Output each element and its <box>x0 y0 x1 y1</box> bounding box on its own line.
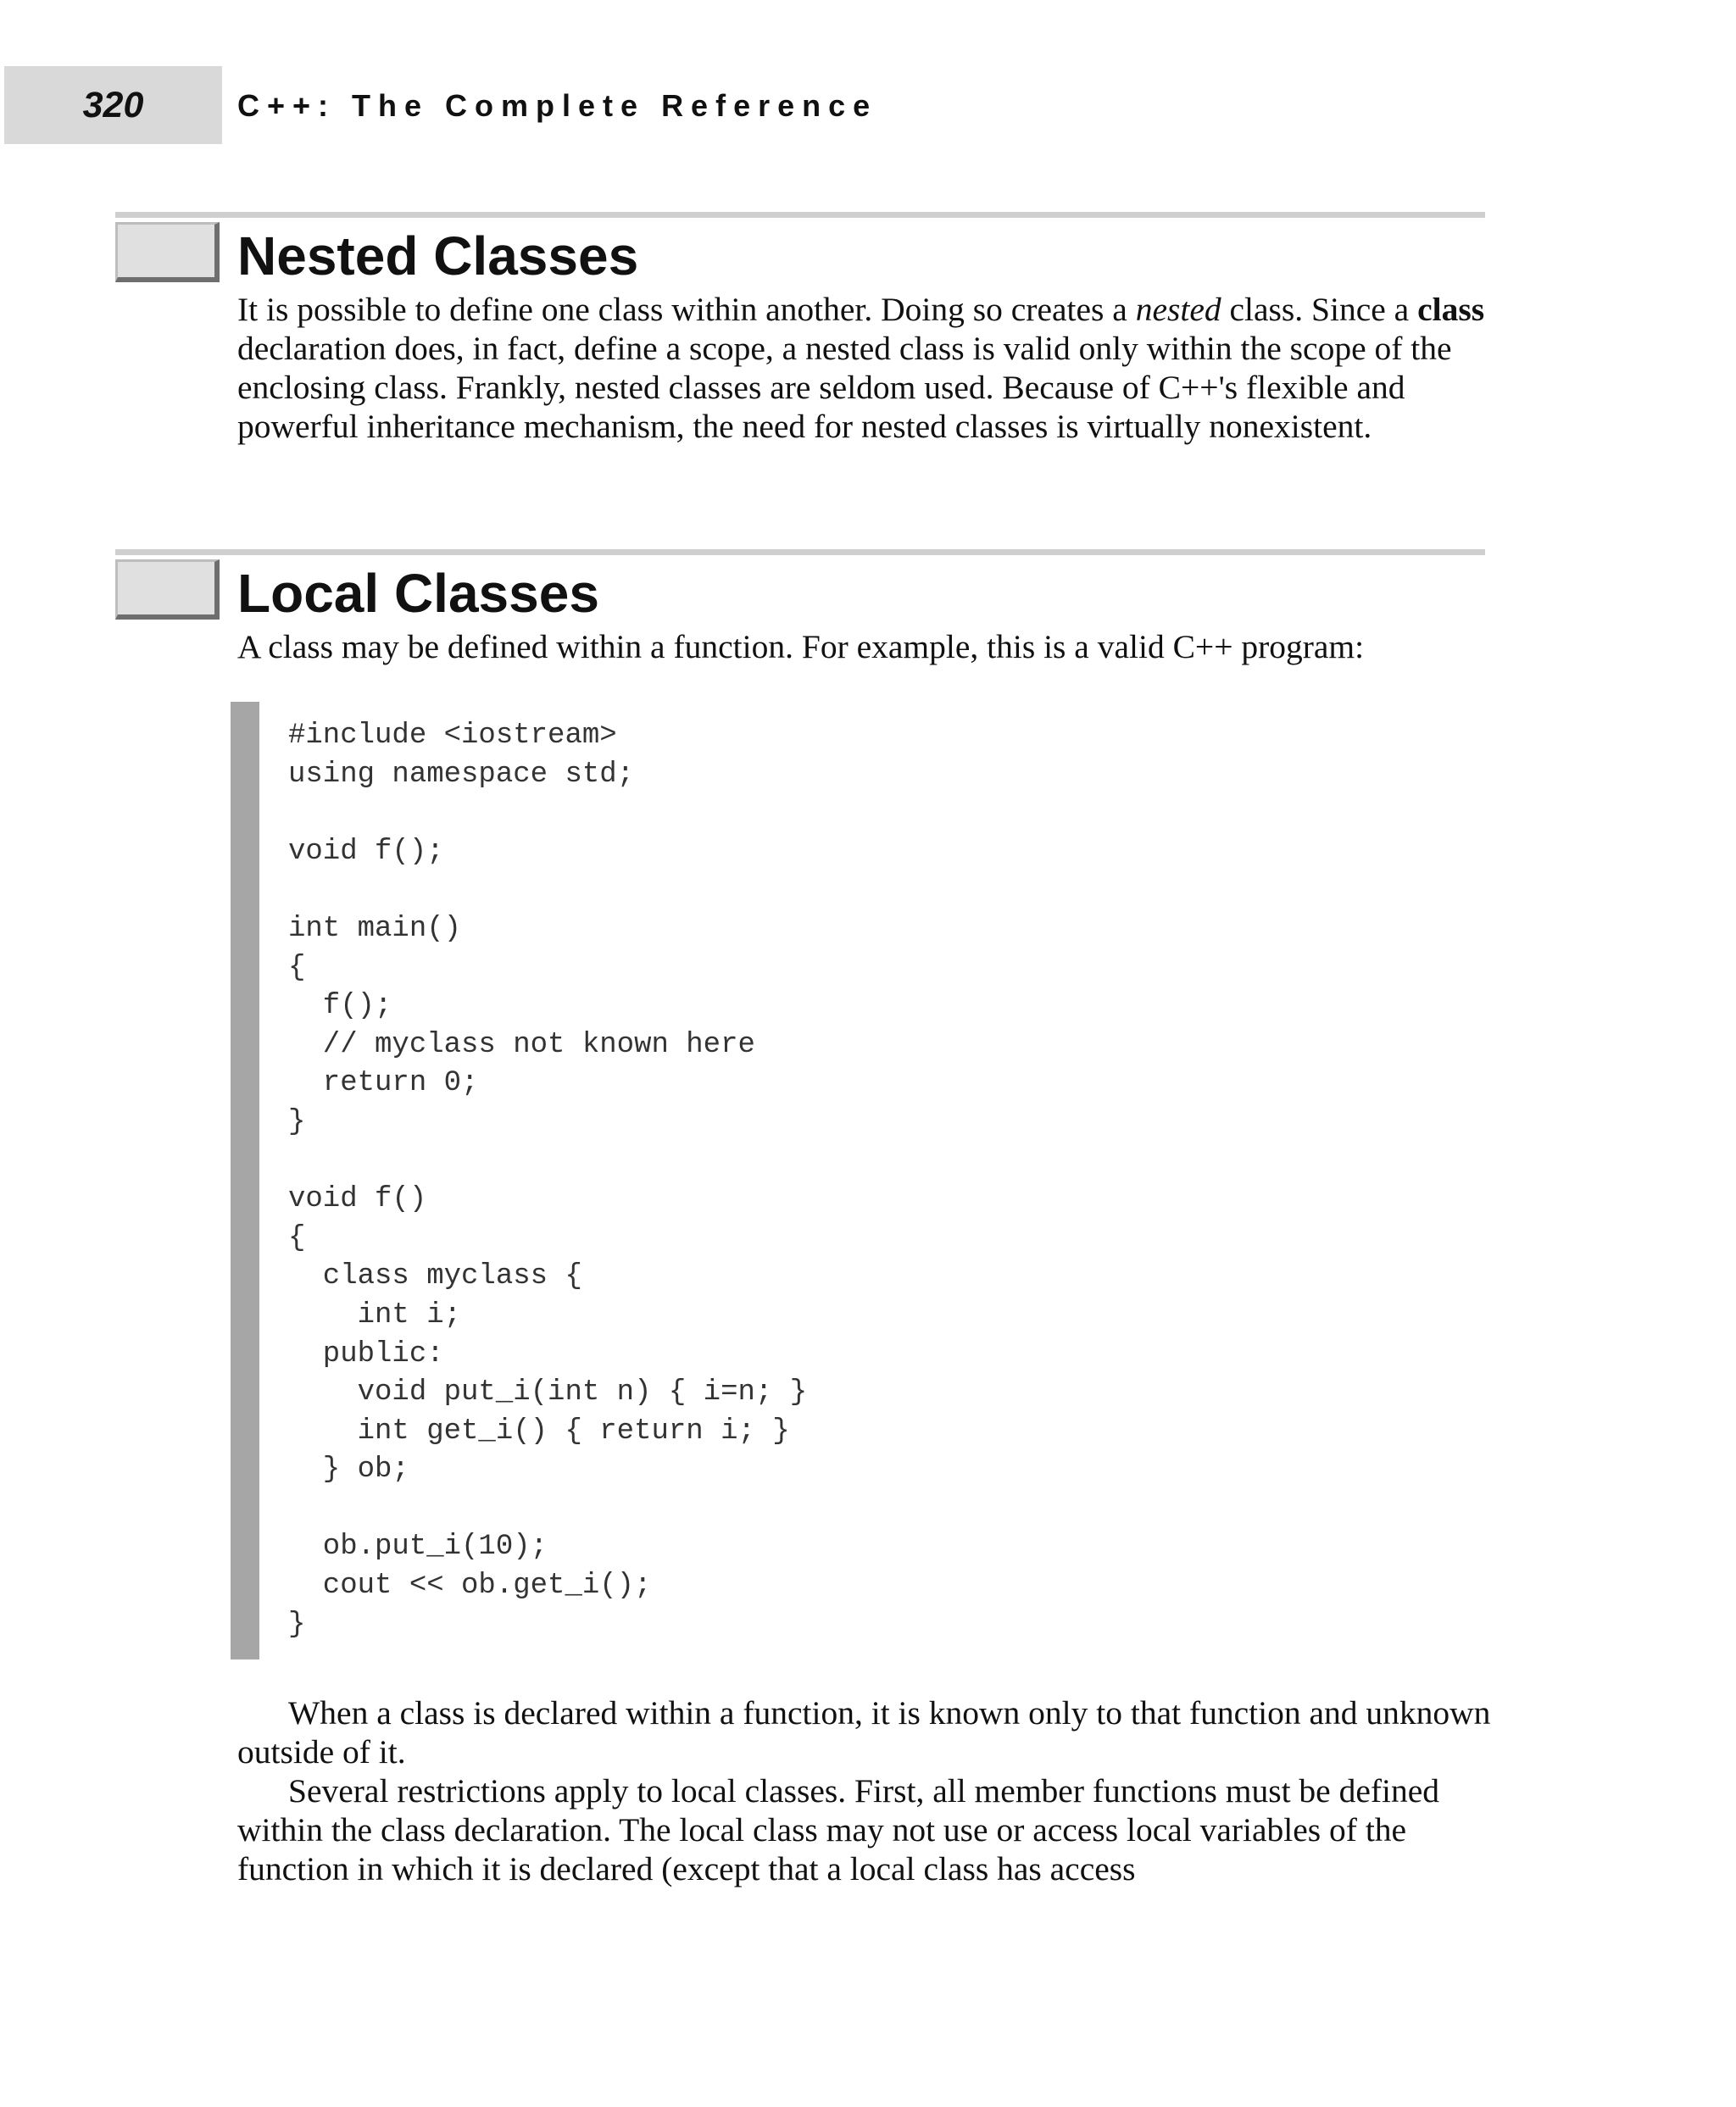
code-listing: #include <iostream> using namespace std; void f(); int main() { f(); // myclass not known here return 0; } void f() { class myclass { int i; public: void put_i(int n) { i=n; } int get_i() { return i; } } ob; ob.put_i(10); cout << ob.get_i(); } <box>288 720 808 1641</box>
heading-local-classes: Local Classes <box>237 563 599 624</box>
text-run: class. Since a <box>1221 291 1418 328</box>
code-sidebar <box>231 702 259 1659</box>
section-marker-local <box>115 559 220 620</box>
paragraph-local-intro: A class may be defined within a function. For example, this is a valid C++ program: <box>237 628 1365 665</box>
page-number: 320 <box>82 84 144 125</box>
paragraph-local-restrictions: Several restrictions apply to local classes. First, all member functions must be defined within the class declaration. The local class may not use or access local variables of the function in which it is declared (except that a local class has access <box>237 1772 1440 1887</box>
bold-run: class <box>1417 291 1485 328</box>
section-rule-local <box>115 549 1485 555</box>
italic-run: nested <box>1135 291 1221 328</box>
section-rule-nested <box>115 212 1485 218</box>
heading-nested-classes: Nested Classes <box>237 225 639 286</box>
paragraph-local-scope: When a class is declared within a function, it is known only to that function and unknown outside of it. <box>237 1694 1491 1771</box>
paragraph-nested-classes <box>237 290 1492 446</box>
text-run: It is possible to define one class within another. Doing so creates a <box>237 291 1136 328</box>
book-title: C++: The Complete Reference <box>237 88 878 123</box>
text-run: declaration does, in fact, define a scope, a nested class is valid only within the scope of the enclosing class. Frankly, nested classes are seldom used. Because of C++'s flexible and powerful inheritance mechanism, the need for nested classes is virtually nonexistent. <box>237 330 1452 445</box>
section-marker-nested <box>115 222 220 282</box>
